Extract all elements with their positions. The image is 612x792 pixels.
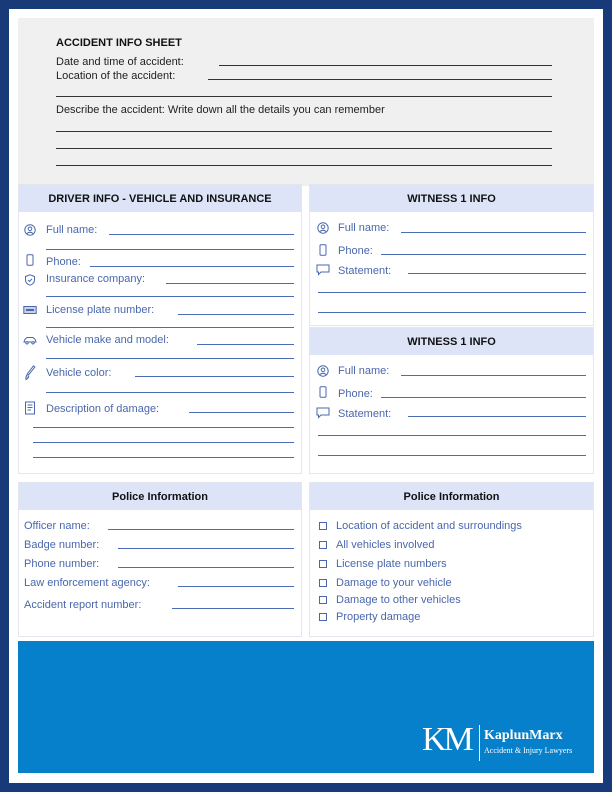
witness-1-statement-line-3[interactable]: [318, 312, 586, 313]
badge-number-field[interactable]: [118, 548, 294, 549]
describe-label: Describe the accident: Write down all the details you can remember: [56, 104, 385, 116]
driver-full-name-field[interactable]: [109, 234, 294, 235]
date-time-label: Date and time of accident:: [56, 56, 184, 68]
witness-1-phone-field[interactable]: [381, 254, 586, 255]
phone-number-field[interactable]: [118, 567, 294, 568]
describe-line-1[interactable]: [56, 131, 552, 132]
driver-panel-heading: DRIVER INFO - VEHICLE AND INSURANCE: [19, 185, 301, 212]
phone-icon: [317, 244, 329, 256]
badge-number-label: Badge number:: [24, 539, 100, 551]
report-number-label: Accident report number:: [24, 599, 142, 611]
plate-field-line2[interactable]: [46, 327, 294, 328]
brand-tagline: Accident & Injury Lawyers: [484, 746, 573, 755]
color-field[interactable]: [135, 376, 294, 377]
brand-logo-initials: KM: [422, 721, 471, 758]
witness-2-full-name-field[interactable]: [401, 375, 586, 376]
sheet-title: ACCIDENT INFO SHEET: [56, 37, 182, 49]
damage-field[interactable]: [189, 412, 294, 413]
user-icon: [24, 224, 36, 236]
make-model-label: Vehicle make and model:: [46, 334, 169, 346]
checklist-checkbox[interactable]: [319, 522, 327, 530]
driver-phone-field[interactable]: [90, 266, 294, 267]
checklist-checkbox[interactable]: [319, 560, 327, 568]
date-time-field[interactable]: [219, 65, 552, 66]
insurance-field[interactable]: [166, 283, 294, 284]
paint-brush-icon: [24, 365, 36, 381]
insurance-label: Insurance company:: [46, 273, 146, 285]
user-icon: [317, 365, 329, 377]
phone-number-label: Phone number:: [24, 558, 100, 570]
make-model-field-line2[interactable]: [46, 358, 294, 359]
damage-line-2[interactable]: [33, 427, 294, 428]
shield-icon: [24, 274, 36, 286]
user-icon: [317, 222, 329, 234]
car-icon: [23, 334, 37, 346]
checklist-item: Damage to your vehicle: [336, 577, 452, 589]
speech-bubble-icon: [316, 407, 330, 419]
checklist-item: All vehicles involved: [336, 539, 435, 551]
checklist-checkbox[interactable]: [319, 579, 327, 587]
checklist-checkbox[interactable]: [319, 541, 327, 549]
witness-2-panel: [309, 327, 594, 474]
witness-2-full-name-label: Full name:: [338, 365, 390, 377]
officer-name-label: Officer name:: [24, 520, 90, 532]
report-number-field[interactable]: [172, 608, 294, 609]
checklist-checkbox[interactable]: [319, 613, 327, 621]
describe-line-3[interactable]: [56, 165, 552, 166]
describe-line-2[interactable]: [56, 148, 552, 149]
witness-2-phone-label: Phone:: [338, 388, 373, 400]
witness-1-statement-line-2[interactable]: [318, 292, 586, 293]
make-model-field[interactable]: [197, 344, 294, 345]
driver-full-name-field-line2[interactable]: [46, 249, 294, 250]
location-label: Location of the accident:: [56, 70, 176, 82]
document-icon: [24, 401, 36, 415]
phone-icon: [24, 254, 36, 266]
witness-1-statement-label: Statement:: [338, 265, 392, 277]
witness-2-statement-line-2[interactable]: [318, 435, 586, 436]
agency-field[interactable]: [178, 586, 294, 587]
checklist-heading: Police Information: [310, 483, 593, 510]
speech-bubble-icon: [316, 264, 330, 276]
location-field-line2[interactable]: [56, 96, 552, 97]
color-label: Vehicle color:: [46, 367, 112, 379]
checklist-item: Property damage: [336, 611, 421, 623]
location-field[interactable]: [208, 79, 552, 80]
footer-banner: [18, 641, 594, 773]
damage-line-4[interactable]: [33, 457, 294, 458]
witness-2-heading: WITNESS 1 INFO: [310, 328, 593, 355]
checklist-item: Damage to other vehicles: [336, 594, 461, 606]
witness-1-phone-label: Phone:: [338, 245, 373, 257]
damage-label: Description of damage:: [46, 403, 160, 415]
witness-2-statement-line-3[interactable]: [318, 455, 586, 456]
officer-name-field[interactable]: [108, 529, 294, 530]
license-plate-icon: [23, 304, 37, 316]
witness-2-phone-field[interactable]: [381, 397, 586, 398]
phone-icon: [317, 386, 329, 398]
damage-line-3[interactable]: [33, 442, 294, 443]
checklist-checkbox[interactable]: [319, 596, 327, 604]
brand-name: KaplunMarx: [484, 728, 563, 743]
page: [9, 9, 603, 783]
insurance-field-line2[interactable]: [46, 296, 294, 297]
witness-1-heading: WITNESS 1 INFO: [310, 185, 593, 212]
agency-label: Law enforcement agency:: [24, 577, 150, 589]
witness-2-statement-field[interactable]: [408, 416, 586, 417]
plate-label: License plate number:: [46, 304, 155, 316]
driver-full-name-label: Full name:: [46, 224, 98, 236]
plate-field[interactable]: [178, 314, 294, 315]
driver-phone-label: Phone:: [46, 256, 81, 268]
police-panel-heading: Police Information: [19, 483, 301, 510]
checklist-item: Location of accident and surroundings: [336, 520, 522, 532]
witness-2-statement-label: Statement:: [338, 408, 392, 420]
color-field-line2[interactable]: [46, 392, 294, 393]
checklist-item: License plate numbers: [336, 558, 447, 570]
witness-1-statement-field[interactable]: [408, 273, 586, 274]
witness-1-full-name-field[interactable]: [401, 232, 586, 233]
brand-logo-divider: [479, 725, 480, 761]
witness-1-full-name-label: Full name:: [338, 222, 390, 234]
